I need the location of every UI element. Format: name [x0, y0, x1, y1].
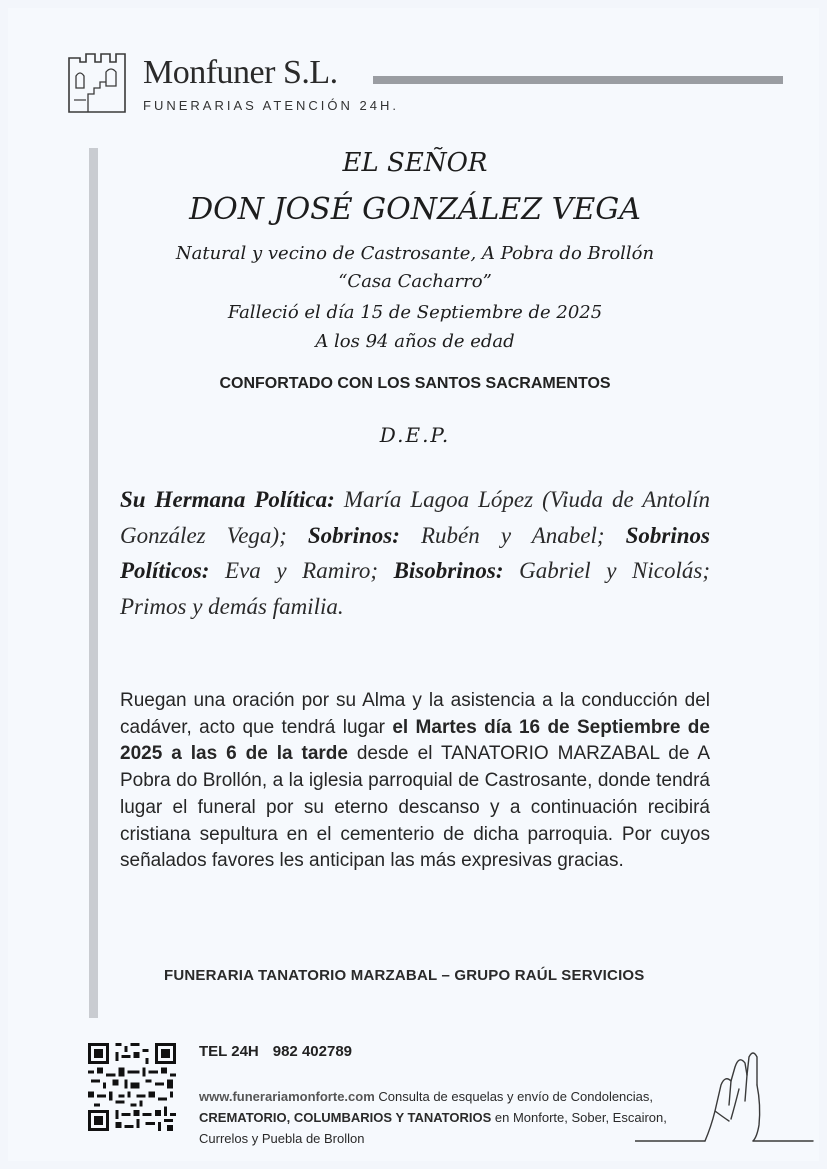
body-text-2: desde el TANATORIO MARZABAL de A Pobra do Brollón, a la iglesia parroquial de Castrosante, donde tendrá lugar el funeral por su eterno descanso y a continuación recibirá cristiana sepultura en el cementerio de dicha parroquia. Por cuyos señalados favores les anticipan las más expresivas gracias. [120, 743, 710, 872]
phone-line [199, 1043, 352, 1060]
title-line-1: EL SEÑOR [342, 148, 488, 178]
origin-line: Natural y vecino de Castrosante, A Pobra do Brollón [175, 243, 655, 264]
contact-text-1: Consulta de esquelas y envío de Condolencias, [374, 1089, 654, 1104]
side-bar [89, 148, 98, 1018]
deceased-name: DON JOSÉ GONZÁLEZ VEGA [189, 192, 641, 227]
sobrinos-text: Rubén y Anabel; [399, 522, 605, 548]
tel-number: 982 402789 [272, 1043, 352, 1060]
age-line: A los 94 años de edad [315, 331, 515, 352]
house-line: “Casa Cacharro” [338, 271, 492, 292]
header-divider [373, 76, 783, 84]
death-date-line: Falleció el día 15 de Septiembre de 2025 [227, 302, 603, 323]
sobrinos-label: Sobrinos: [286, 522, 400, 548]
contact-bold: CREMATORIO, COLUMBARIOS Y TANATORIOS [199, 1110, 492, 1125]
qr-code-icon [88, 1043, 176, 1131]
dep-line: D.E.P. [379, 423, 451, 447]
brand-tagline: FUNERARIAS ATENCIÓN 24H. [143, 98, 399, 113]
body-date-bold: el Martes día 16 de Septiembre de 2025 a las 6 de la tarde [120, 716, 710, 765]
sobrinos-politicos-text: Eva y Ramiro; [209, 558, 378, 583]
bisobrinos-text: Gabriel y Nicolás; Primos y demás familia. [120, 558, 710, 619]
brand-name: Monfuner S.L. [143, 54, 338, 91]
hermana-text: María Lagoa López (Viuda de Antolín González Vega); [120, 487, 710, 548]
family-paragraph [120, 482, 710, 624]
tel-label: TEL 24H [199, 1043, 259, 1060]
bisobrinos-label: Bisobrinos: [377, 558, 504, 583]
praying-hands-icon [635, 1045, 815, 1155]
website-link[interactable]: www.funerariamonforte.com [199, 1089, 375, 1104]
company-line: FUNERARIA TANATORIO MARZABAL – GRUPO RAÚL SERVICIOS [164, 967, 645, 984]
body-text-1: Ruegan una oración por su Alma y la asistencia a la conducción del cadáver, acto que tendrá lugar [120, 690, 710, 738]
funeral-details-paragraph [120, 688, 710, 875]
contact-text-2: en Monforte, Sober, Escairon, Currelos y Puebla de Brollon [199, 1110, 667, 1146]
hermana-label: Su Hermana Política: [120, 487, 335, 512]
tower-logo-icon [66, 48, 128, 114]
sacraments-line: CONFORTADO CON LOS SANTOS SACRAMENTOS [219, 375, 611, 392]
contact-paragraph [199, 1086, 669, 1149]
sobrinos-politicos-label: Sobrinos Políticos: [120, 522, 711, 583]
